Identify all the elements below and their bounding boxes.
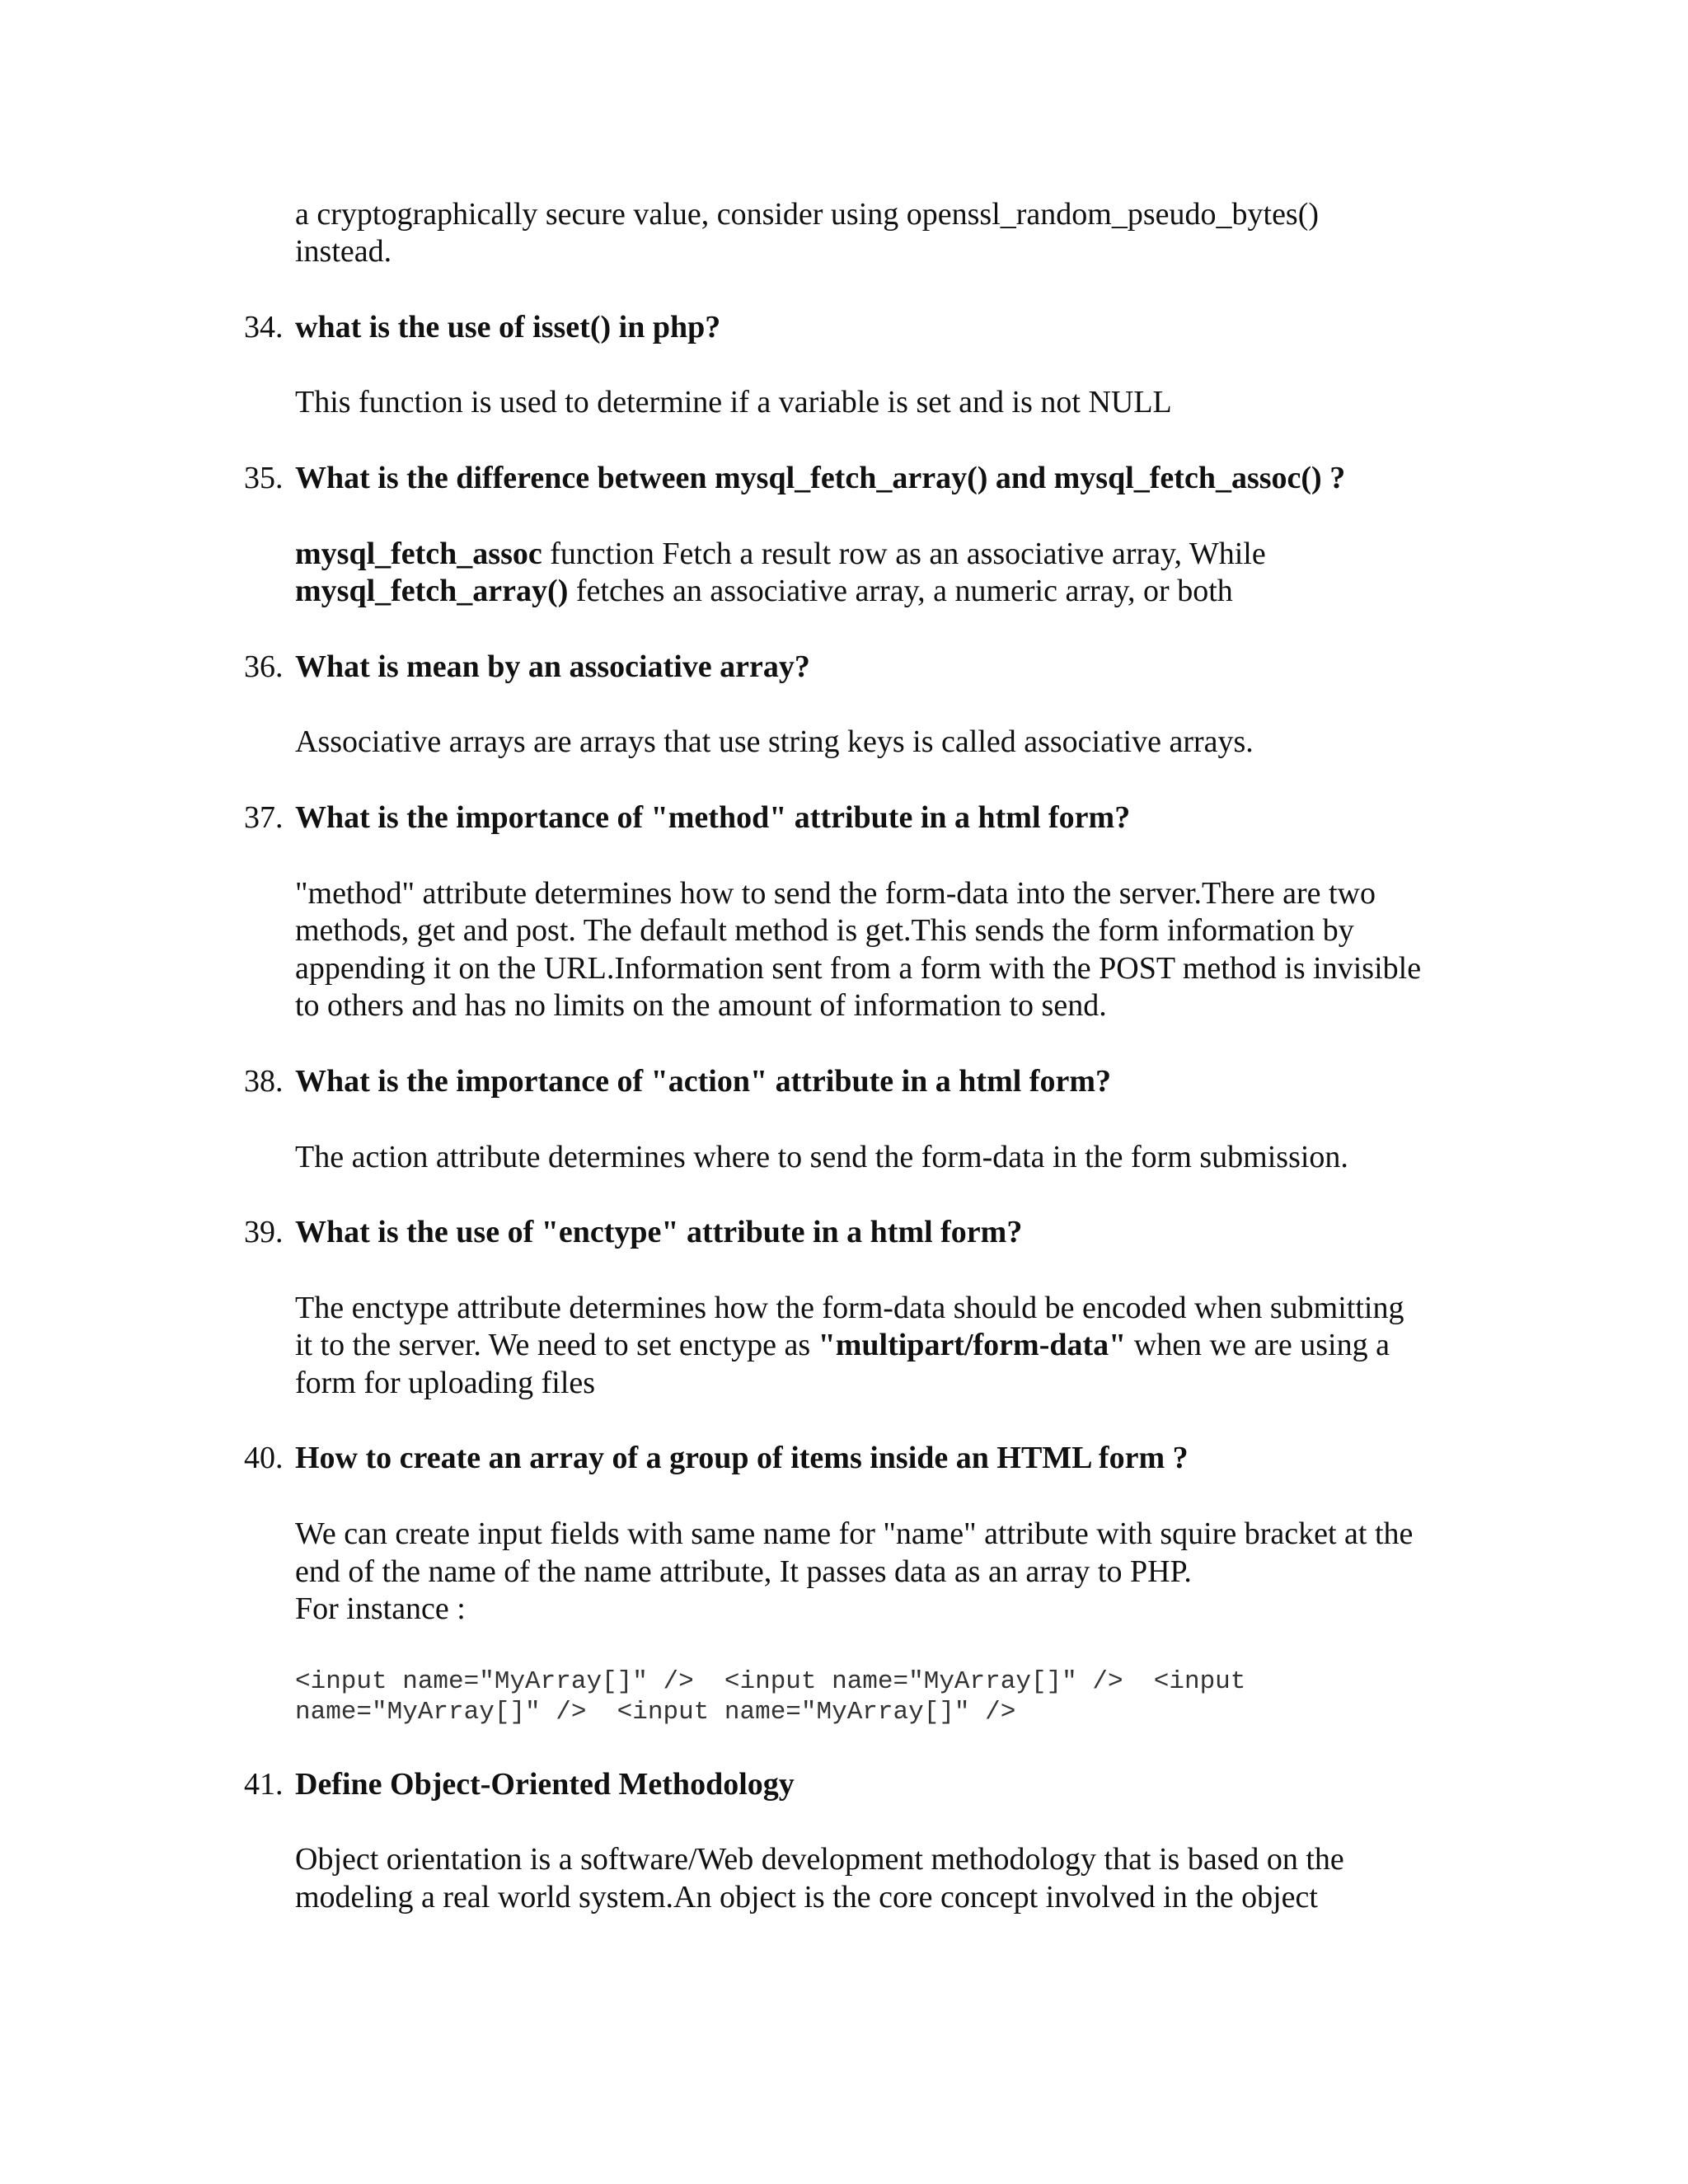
code-example-line-1: <input name="MyArray[]" /> <input name="MyArray[]" /> <input bbox=[295, 1667, 1246, 1696]
answer-39-enctype-value: "multipart/form-data" bbox=[818, 1328, 1127, 1362]
answer-35-line-2-rest: fetches an associative array, a numeric array, or both bbox=[568, 574, 1233, 608]
answer-35-term-array: mysql_fetch_array() bbox=[295, 574, 569, 608]
question-number-39: 39. bbox=[244, 1215, 284, 1249]
answer-37-line-3: appending it on the URL.Information sent from a form with the POST method is invisible bbox=[295, 951, 1422, 986]
answer-37-line-4: to others and has no limits on the amount of information to send. bbox=[295, 988, 1107, 1023]
question-38: What is the importance of "action" attribute in a html form? bbox=[295, 1064, 1111, 1099]
answer-34: This function is used to determine if a variable is set and is not NULL bbox=[295, 385, 1172, 419]
question-number-35: 35. bbox=[244, 461, 284, 495]
question-34: what is the use of isset() in php? bbox=[295, 310, 721, 344]
answer-36: Associative arrays are arrays that use string keys is called associative arrays. bbox=[295, 724, 1254, 759]
answer-40-line-3: For instance : bbox=[295, 1591, 466, 1626]
answer-38: The action attribute determines where to send the form-data in the form submission. bbox=[295, 1140, 1348, 1174]
answer-39-line-2 bbox=[295, 1327, 1482, 1365]
question-37: What is the importance of "method" attribute in a html form? bbox=[295, 800, 1131, 835]
question-number-40: 40. bbox=[244, 1441, 284, 1475]
intro-line-2: instead. bbox=[295, 234, 392, 269]
answer-35-term-assoc: mysql_fetch_assoc bbox=[295, 537, 542, 571]
answer-35-line-2 bbox=[295, 573, 1482, 611]
answer-37-line-1: "method" attribute determines how to send the form-data into the server.There are two bbox=[295, 876, 1376, 911]
answer-37-line-2: methods, get and post. The default method is get.This sends the form information by bbox=[295, 913, 1354, 948]
answer-41-line-1: Object orientation is a software/Web development methodology that is based on the bbox=[295, 1842, 1344, 1877]
answer-39-line-1: The enctype attribute determines how the form-data should be encoded when submitting bbox=[295, 1291, 1404, 1325]
question-number-36: 36. bbox=[244, 649, 284, 684]
question-41: Define Object-Oriented Methodology bbox=[295, 1767, 795, 1802]
code-example-line-2: name="MyArray[]" /> <input name="MyArray[]" /> bbox=[295, 1698, 1016, 1727]
question-number-38: 38. bbox=[244, 1064, 284, 1099]
question-number-34: 34. bbox=[244, 310, 284, 344]
question-36: What is mean by an associative array? bbox=[295, 649, 810, 684]
answer-40-line-2: end of the name of the name attribute, It passes data as an array to PHP. bbox=[295, 1554, 1192, 1589]
answer-39-line-2-post: when we are using a bbox=[1126, 1328, 1390, 1362]
answer-35-line-1 bbox=[295, 536, 1482, 574]
answer-39-line-3: form for uploading files bbox=[295, 1366, 596, 1400]
question-35: What is the difference between mysql_fetch_array() and mysql_fetch_assoc() ? bbox=[295, 461, 1346, 495]
answer-39-line-2-pre: it to the server. We need to set enctype as bbox=[295, 1328, 818, 1362]
question-number-37: 37. bbox=[244, 800, 284, 835]
question-number-41: 41. bbox=[244, 1767, 284, 1802]
answer-35-line-1-rest: function Fetch a result row as an associative array, While bbox=[542, 537, 1266, 571]
answer-41-line-2: modeling a real world system.An object is the core concept involved in the object bbox=[295, 1880, 1318, 1915]
question-39: What is the use of "enctype" attribute in a html form? bbox=[295, 1215, 1023, 1249]
answer-40-line-1: We can create input fields with same name for "name" attribute with squire bracket at the bbox=[295, 1516, 1414, 1551]
intro-line-1: a cryptographically secure value, consider using openssl_random_pseudo_bytes() bbox=[295, 197, 1320, 232]
question-40: How to create an array of a group of items inside an HTML form ? bbox=[295, 1441, 1189, 1475]
